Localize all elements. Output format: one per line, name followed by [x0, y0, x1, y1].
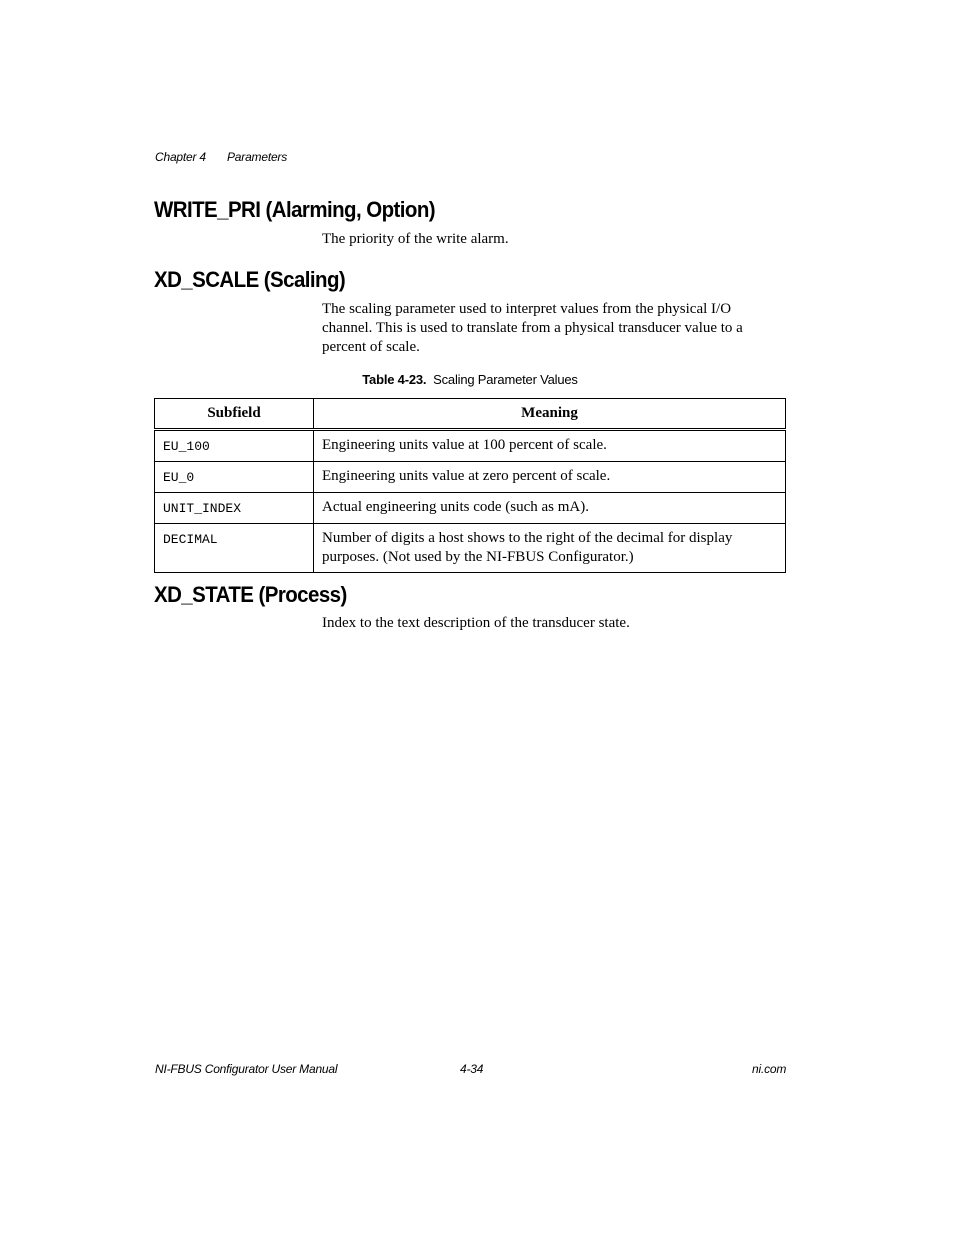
table-cell-subfield: EU_0: [155, 462, 314, 493]
section-title-write-pri: WRITE_PRI (Alarming, Option): [154, 197, 436, 222]
header-chapter: Chapter 4: [155, 150, 206, 164]
section-title-xd-scale: XD_SCALE (Scaling): [154, 267, 346, 292]
scaling-parameter-table: [154, 398, 786, 573]
header-section: Parameters: [227, 150, 288, 164]
table-cell-meaning: Number of digits a host shows to the right of the decimal for display purposes. (Not used by the NI-FBUS Configurator.): [314, 524, 786, 573]
section-title-xd-state: XD_STATE (Process): [154, 582, 347, 607]
table-cell-meaning: Actual engineering units code (such as mA).: [314, 493, 786, 524]
column-header-meaning: Meaning: [314, 399, 786, 430]
table-header-row: [155, 399, 786, 430]
column-header-subfield: Subfield: [155, 399, 314, 430]
footer-website: ni.com: [752, 1062, 787, 1076]
table-cell-subfield: DECIMAL: [155, 524, 314, 573]
section-body-xd-scale: The scaling parameter used to interpret values from the physical I/O channel. This is used to translate from a physical transducer value to a percent of scale.: [322, 301, 743, 355]
table-row: [155, 430, 786, 462]
table-caption-text: Scaling Parameter Values: [433, 372, 578, 387]
footer-page-number: 4-34: [460, 1062, 484, 1076]
footer-manual-title: NI-FBUS Configurator User Manual: [155, 1062, 338, 1076]
table-row: [155, 462, 786, 493]
table-caption-label: Table 4-23.: [362, 372, 427, 387]
table-cell-subfield: UNIT_INDEX: [155, 493, 314, 524]
section-body-xd-state: Index to the text description of the transducer state.: [322, 615, 630, 631]
table-row: [155, 524, 786, 573]
table-row: [155, 493, 786, 524]
table-cell-subfield: EU_100: [155, 430, 314, 462]
section-body-write-pri: The priority of the write alarm.: [322, 231, 509, 247]
table-cell-meaning: Engineering units value at zero percent of scale.: [314, 462, 786, 493]
table-cell-meaning: Engineering units value at 100 percent of scale.: [314, 430, 786, 462]
table-caption: [154, 372, 786, 387]
running-header: [155, 150, 287, 164]
